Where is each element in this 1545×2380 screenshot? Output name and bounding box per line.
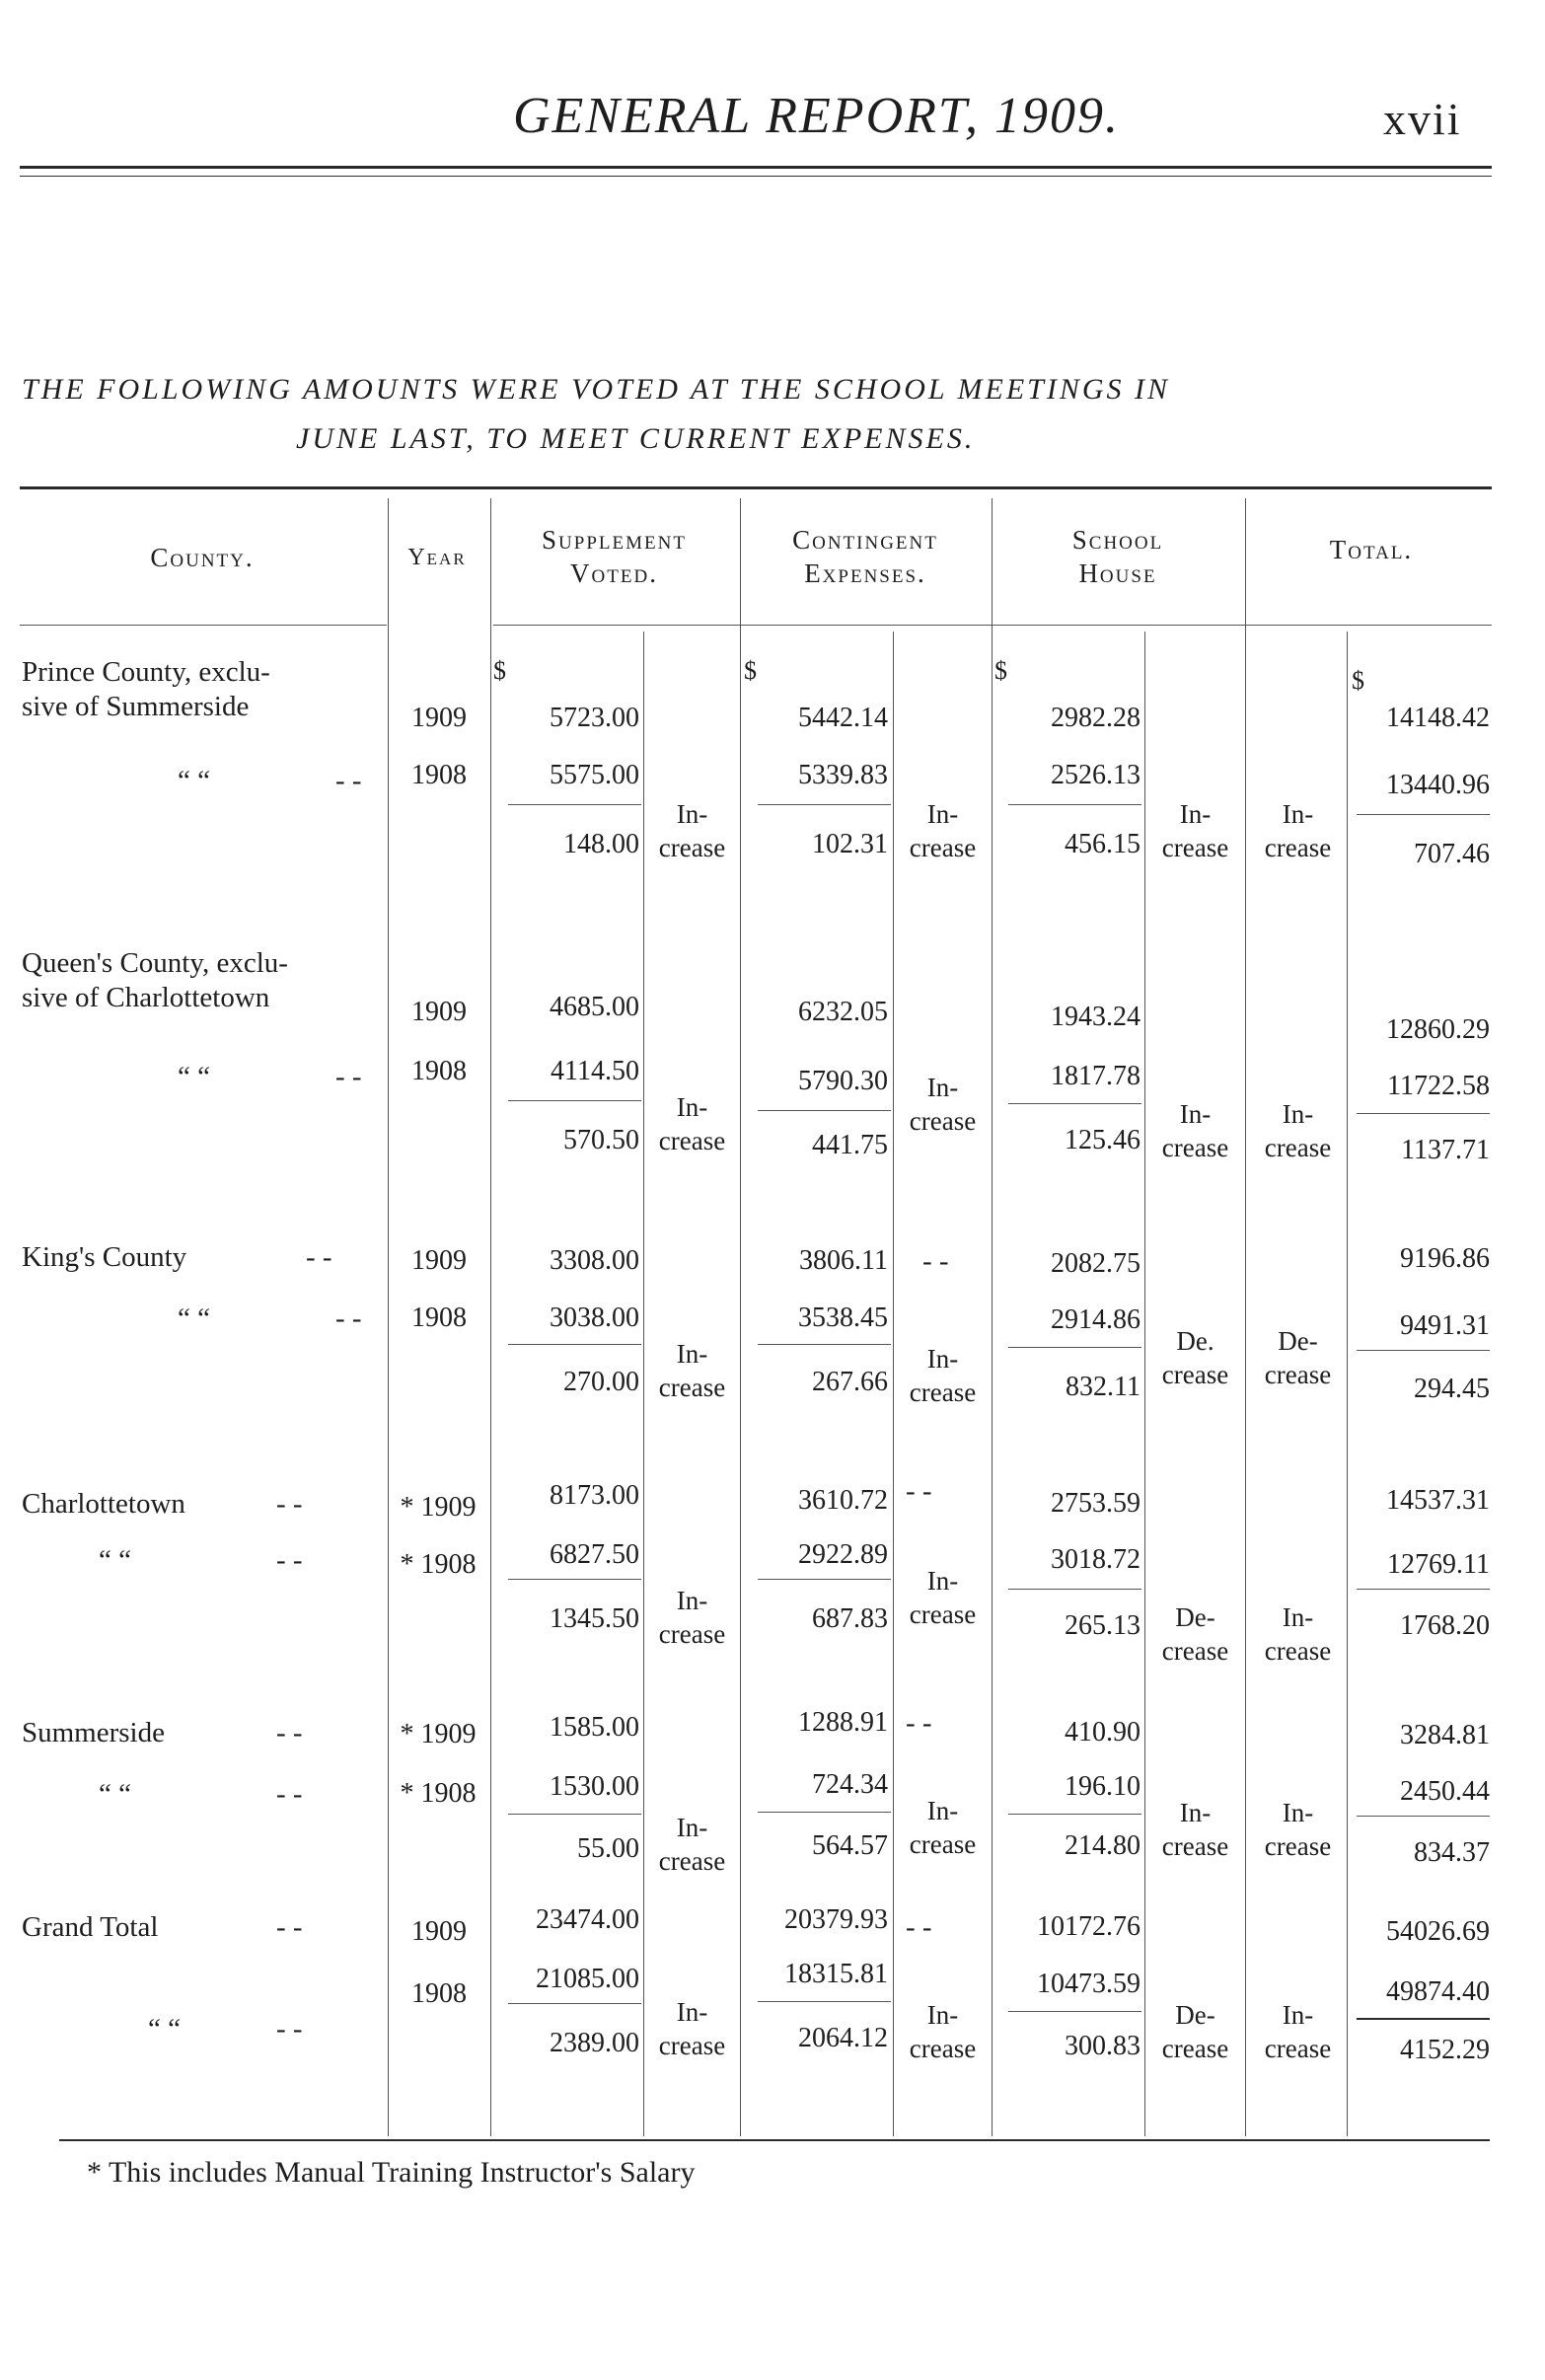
school-difference: 125.46 — [1065, 1125, 1140, 1155]
note-line: crease — [658, 1126, 726, 1155]
note-line: crease — [909, 2034, 977, 2063]
note-line: crease — [658, 833, 726, 862]
note-line: In- — [926, 1073, 959, 1102]
supplement-1908: 6827.50 — [550, 1539, 639, 1570]
total-1909: 54026.69 — [1386, 1916, 1490, 1947]
note-line: In- — [676, 1997, 708, 2027]
ditto-mark: “ “ — [178, 1061, 210, 1092]
school-note — [1147, 1998, 1243, 2065]
school-note — [1147, 1600, 1243, 1668]
col-rule — [992, 498, 993, 2136]
total-difference: 1137.71 — [1401, 1135, 1490, 1165]
supplement-1908: 1530.00 — [550, 1771, 639, 1802]
dash: - - — [335, 1302, 362, 1334]
header-underline-county — [20, 625, 387, 626]
difference-rule — [1357, 814, 1490, 815]
col-header-supplement-line1: Supplement — [542, 525, 687, 555]
contingent-note — [896, 1071, 990, 1138]
supplement-1909: 1585.00 — [550, 1712, 639, 1743]
total-1908: 49874.40 — [1386, 1976, 1490, 2007]
difference-rule — [508, 1814, 641, 1815]
note-line: De- — [1278, 1326, 1318, 1356]
school-difference: 300.83 — [1065, 2031, 1140, 2061]
note-line: crease — [658, 1846, 726, 1876]
col-header-supplement-line2: Voted. — [570, 558, 658, 588]
difference-rule — [758, 1812, 891, 1813]
school-1909: 2982.28 — [1051, 703, 1140, 733]
difference-rule — [508, 804, 641, 805]
dash: - - — [276, 1544, 303, 1576]
contingent-difference: 441.75 — [812, 1130, 888, 1160]
year-1909: * 1909 — [400, 1719, 477, 1749]
col-rule — [643, 632, 644, 2136]
col-header-school-line2: House — [1078, 558, 1157, 588]
note-line: De. — [1176, 1326, 1214, 1356]
school-1909: 1943.24 — [1051, 1002, 1140, 1032]
county-name: Charlottetown — [22, 1488, 185, 1520]
total-note — [1251, 1796, 1345, 1863]
note-line: crease — [1161, 1636, 1229, 1666]
note-line: crease — [1161, 2034, 1229, 2063]
contingent-1908: 5790.30 — [798, 1066, 888, 1096]
contingent-note — [896, 1998, 990, 2065]
supplement-note — [646, 1584, 738, 1651]
ditto-mark: “ “ — [178, 765, 210, 796]
school-1908: 1817.78 — [1051, 1061, 1140, 1091]
year-1908: 1908 — [411, 1978, 467, 2009]
difference-rule — [1357, 1589, 1490, 1590]
col-rule — [893, 632, 894, 2136]
note-line: crease — [1264, 1831, 1332, 1861]
year-1908: 1908 — [411, 1302, 467, 1333]
note-line: In- — [926, 2000, 959, 2030]
difference-rule — [508, 1100, 641, 1101]
year-1909: 1909 — [411, 703, 467, 733]
note-line: crease — [658, 1373, 726, 1402]
note-line: crease — [1264, 833, 1332, 862]
ditto-mark: “ “ — [99, 1778, 131, 1810]
supplement-note — [646, 1811, 738, 1878]
note-line: In- — [1179, 1099, 1212, 1129]
school-1908: 196.10 — [1065, 1771, 1140, 1802]
dash: - - — [276, 1778, 303, 1810]
difference-rule — [1357, 2018, 1490, 2020]
year-1908: 1908 — [411, 760, 467, 790]
note-line: In- — [1179, 1798, 1212, 1827]
col-header-contingent-line2: Expenses. — [804, 558, 926, 588]
header-underline-values — [493, 625, 1492, 626]
year-1909: 1909 — [411, 1245, 467, 1276]
difference-rule — [508, 2003, 641, 2004]
supplement-1908: 5575.00 — [550, 760, 639, 790]
contingent-1908: 3538.45 — [798, 1302, 888, 1333]
dash: - - — [906, 1911, 932, 1943]
ditto-mark: “ “ — [148, 2013, 181, 2045]
difference-rule — [1357, 1113, 1490, 1114]
col-header-total: Total. — [1329, 535, 1414, 564]
county-name: Summerside — [22, 1717, 165, 1748]
supplement-1908: 21085.00 — [536, 1964, 639, 1994]
difference-rule — [1008, 804, 1141, 805]
note-line: In- — [1179, 799, 1212, 829]
school-1909: 2753.59 — [1051, 1488, 1140, 1519]
currency-symbol: $ — [994, 656, 1007, 685]
page-number: xvii — [1383, 94, 1462, 144]
contingent-note — [896, 1564, 990, 1631]
note-line: In- — [926, 799, 959, 829]
note-line: crease — [658, 2031, 726, 2060]
note-line: crease — [1264, 1133, 1332, 1162]
total-1908: 13440.96 — [1386, 770, 1490, 800]
school-difference: 214.80 — [1065, 1830, 1140, 1861]
note-line: crease — [1264, 1636, 1332, 1666]
dash: - - — [276, 1488, 303, 1520]
supplement-difference: 1345.50 — [550, 1603, 639, 1634]
supplement-note — [646, 1995, 738, 2062]
total-1909: 12860.29 — [1386, 1014, 1490, 1045]
ditto-mark: “ “ — [99, 1544, 131, 1576]
school-difference: 456.15 — [1065, 829, 1140, 859]
total-difference: 4152.29 — [1400, 2035, 1490, 2065]
difference-rule — [1008, 1814, 1141, 1815]
note-line: In- — [1282, 2000, 1314, 2030]
school-note — [1147, 1324, 1243, 1391]
school-1909: 410.90 — [1065, 1717, 1140, 1748]
col-header-school-line1: School — [1071, 525, 1164, 555]
school-note — [1147, 797, 1243, 864]
total-1908: 2450.44 — [1400, 1776, 1490, 1807]
dash: - - — [906, 1475, 932, 1507]
note-line: crease — [1161, 1133, 1229, 1162]
year-1908: 1908 — [411, 1056, 467, 1086]
difference-rule — [508, 1579, 641, 1580]
note-line: In- — [676, 1339, 708, 1369]
contingent-1908: 724.34 — [812, 1769, 888, 1800]
difference-rule — [1008, 1103, 1141, 1104]
note-line: crease — [909, 1829, 977, 1859]
note-line: In- — [1282, 1602, 1314, 1632]
supplement-1908: 3038.00 — [550, 1302, 639, 1333]
note-line: crease — [1264, 2034, 1332, 2063]
supplement-1909: 23474.00 — [536, 1904, 639, 1935]
dash: - - — [276, 1911, 303, 1943]
difference-rule — [508, 1344, 641, 1345]
dash: - - — [922, 1245, 949, 1277]
county-name: Grand Total — [22, 1911, 159, 1943]
total-1908: 12769.11 — [1387, 1549, 1490, 1580]
col-header-contingent-line1: Contingent — [792, 525, 938, 555]
note-line: crease — [658, 1619, 726, 1649]
note-line: In- — [1282, 799, 1314, 829]
note-line: In- — [676, 1586, 708, 1615]
supplement-1909: 5723.00 — [550, 703, 639, 733]
table-top-rule — [20, 486, 1492, 489]
col-rule — [740, 498, 741, 2136]
school-1909: 2082.75 — [1051, 1248, 1140, 1279]
contingent-1909: 20379.93 — [784, 1904, 888, 1935]
school-note — [1147, 1796, 1243, 1863]
currency-symbol: $ — [493, 656, 506, 685]
note-line: In- — [926, 1796, 959, 1825]
col-rule — [1144, 632, 1145, 2136]
dash: - - — [335, 1061, 362, 1092]
note-line: In- — [676, 799, 708, 829]
page-header-title: GENERAL REPORT, 1909. — [513, 88, 1120, 144]
dash: - - — [335, 765, 362, 796]
contingent-1909: 3806.11 — [799, 1245, 888, 1276]
school-1908: 2914.86 — [1051, 1304, 1140, 1335]
total-difference: 294.45 — [1414, 1374, 1490, 1404]
note-line: crease — [909, 1377, 977, 1407]
contingent-1909: 6232.05 — [798, 997, 888, 1027]
supplement-difference: 55.00 — [577, 1833, 639, 1864]
note-line: crease — [909, 1106, 977, 1136]
col-header-supplement — [493, 523, 735, 590]
year-1908: * 1908 — [400, 1549, 477, 1580]
county-name: Prince County, exclu- — [22, 656, 270, 688]
contingent-difference: 267.66 — [812, 1367, 888, 1397]
note-line: In- — [1282, 1798, 1314, 1827]
contingent-1908: 18315.81 — [784, 1959, 888, 1989]
contingent-1909: 3610.72 — [798, 1485, 888, 1516]
note-line: In- — [676, 1092, 708, 1122]
contingent-note — [896, 1794, 990, 1861]
year-1909: 1909 — [411, 997, 467, 1027]
footnote: * This includes Manual Training Instructor's Salary — [87, 2156, 696, 2189]
dash: - - — [276, 1717, 303, 1748]
school-difference: 832.11 — [1066, 1372, 1140, 1402]
col-header-school-house — [994, 523, 1241, 590]
total-difference: 707.46 — [1414, 839, 1490, 869]
col-rule — [388, 498, 389, 2136]
note-line: In- — [1282, 1099, 1314, 1129]
supplement-difference: 270.00 — [563, 1367, 639, 1397]
supplement-1909: 3308.00 — [550, 1245, 639, 1276]
contingent-1909: 1288.91 — [798, 1707, 888, 1738]
county-name-cont: sive of Charlottetown — [22, 982, 270, 1013]
supplement-note — [646, 1090, 738, 1157]
currency-symbol: $ — [1352, 666, 1364, 695]
contingent-1908: 2922.89 — [798, 1539, 888, 1570]
supplement-note — [646, 1337, 738, 1404]
supplement-note — [646, 797, 738, 864]
contingent-difference: 102.31 — [812, 829, 888, 859]
table-bottom-rule — [59, 2139, 1490, 2141]
supplement-difference: 148.00 — [563, 829, 639, 859]
total-note — [1251, 1998, 1345, 2065]
year-1908: * 1908 — [400, 1778, 477, 1809]
col-rule — [1245, 498, 1246, 2136]
col-header-county: County. — [150, 543, 255, 572]
school-1908: 3018.72 — [1051, 1544, 1140, 1575]
dash: - - — [306, 1241, 332, 1273]
col-rule — [490, 498, 491, 2136]
total-note — [1251, 1097, 1345, 1164]
supplement-difference: 2389.00 — [550, 2028, 639, 2058]
school-1908: 2526.13 — [1051, 760, 1140, 790]
difference-rule — [758, 1110, 891, 1111]
note-line: crease — [1161, 1831, 1229, 1861]
contingent-note — [896, 797, 990, 864]
school-difference: 265.13 — [1065, 1610, 1140, 1641]
year-1909: 1909 — [411, 1916, 467, 1947]
total-note — [1251, 1324, 1345, 1391]
contingent-difference: 2064.12 — [798, 2023, 888, 2053]
total-note — [1251, 797, 1345, 864]
contingent-difference: 564.57 — [812, 1830, 888, 1861]
county-name: King's County — [22, 1241, 187, 1273]
county-name-cont: sive of Summerside — [22, 691, 250, 722]
note-line: crease — [1161, 1360, 1229, 1389]
total-1908: 11722.58 — [1387, 1071, 1490, 1101]
total-difference: 1768.20 — [1400, 1610, 1490, 1641]
contingent-difference: 687.83 — [812, 1603, 888, 1634]
col-header-contingent — [742, 523, 989, 590]
difference-rule — [1008, 2011, 1141, 2012]
difference-rule — [1008, 1589, 1141, 1590]
difference-rule — [1357, 1816, 1490, 1817]
contingent-1909: 5442.14 — [798, 703, 888, 733]
school-1909: 10172.76 — [1037, 1911, 1140, 1942]
county-name: Queen's County, exclu- — [22, 947, 288, 979]
total-1909: 14148.42 — [1386, 703, 1490, 733]
col-header-year: Year — [407, 545, 467, 570]
difference-rule — [1357, 1350, 1490, 1351]
note-line: crease — [1264, 1360, 1332, 1389]
supplement-1908: 4114.50 — [551, 1056, 639, 1086]
supplement-difference: 570.50 — [563, 1125, 639, 1155]
note-line: crease — [1161, 833, 1229, 862]
dash: - - — [276, 2013, 303, 2045]
school-1908: 10473.59 — [1037, 1969, 1140, 1999]
year-1909: * 1909 — [400, 1492, 477, 1523]
difference-rule — [758, 804, 891, 805]
total-1909: 3284.81 — [1400, 1720, 1490, 1750]
total-1909: 14537.31 — [1386, 1485, 1490, 1516]
difference-rule — [1008, 1347, 1141, 1348]
note-line: In- — [676, 1813, 708, 1842]
ditto-mark: “ “ — [178, 1302, 210, 1334]
header-rule-thin — [20, 176, 1492, 177]
col-rule — [1347, 632, 1348, 2136]
difference-rule — [758, 1344, 891, 1345]
note-line: In- — [926, 1566, 959, 1596]
contingent-1908: 5339.83 — [798, 760, 888, 790]
note-line: De- — [1175, 1602, 1215, 1632]
contingent-note — [896, 1342, 990, 1409]
note-line: De- — [1175, 2000, 1215, 2030]
note-line: crease — [909, 833, 977, 862]
currency-symbol: $ — [744, 656, 757, 685]
total-note — [1251, 1600, 1345, 1668]
total-1909: 9196.86 — [1400, 1243, 1490, 1274]
note-line: crease — [909, 1599, 977, 1629]
supplement-1909: 8173.00 — [550, 1480, 639, 1511]
supplement-1909: 4685.00 — [550, 992, 639, 1022]
table-caption-line1: THE FOLLOWING AMOUNTS WERE VOTED AT THE SCHOOL MEETINGS IN — [22, 373, 1171, 406]
total-1908: 9491.31 — [1400, 1310, 1490, 1341]
total-difference: 834.37 — [1414, 1837, 1490, 1868]
difference-rule — [758, 2001, 891, 2002]
difference-rule — [758, 1579, 891, 1580]
table-caption-line2: JUNE LAST, TO MEET CURRENT EXPENSES. — [296, 422, 976, 455]
school-note — [1147, 1097, 1243, 1164]
note-line: In- — [926, 1344, 959, 1374]
dash: - - — [906, 1707, 932, 1739]
header-rule — [20, 166, 1492, 169]
